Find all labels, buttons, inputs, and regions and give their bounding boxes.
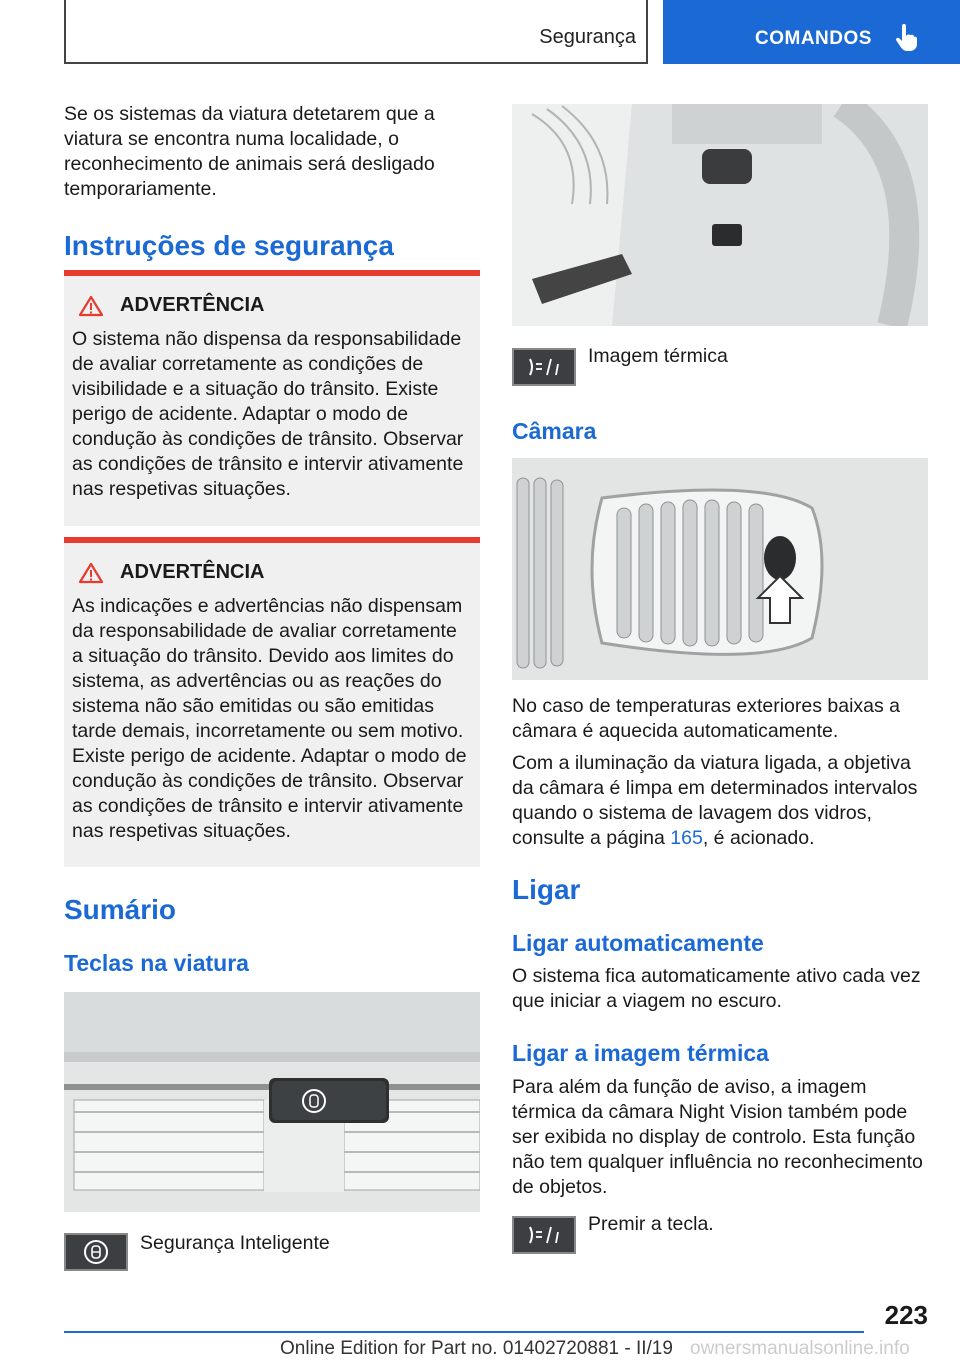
camera-p2-end: , é acionado. bbox=[702, 827, 815, 849]
footer-watermark: ownersmanualsonline.info bbox=[690, 1338, 910, 1359]
keys-heading: Teclas na viatura bbox=[64, 950, 249, 976]
hand-pointer-icon bbox=[895, 24, 917, 52]
warning-2-text: As indicações e advertências não dispensam da responsabilidade de avaliar corretamente a situação do trânsito. Devido aos limites do sistema, as advertências ou as reações do sistema não são emitidas ou são emitidas tarde demais, incorretamente ou sem motivo. Existe perigo de acidente. Adaptar o modo de condução às condições de trânsito. Observar as condições de trânsito e intervir ativamente nas respetivas situações. bbox=[72, 595, 467, 842]
warning-2-title: ADVERTÊNCIA bbox=[120, 561, 265, 583]
thermal-text: Para além da função de aviso, a imagem térmica da câmara Night Vision também pode ser exibida no display de controlo. Esta função não tem qualquer influência no reconhecimento de objetos. bbox=[512, 1076, 923, 1198]
warning-1-text: O sistema não dispensa da responsabilidade de avaliar corretamente as condições de visibilidade e a situação do trânsito. Existe perigo de acidente. Adaptar o modo de condução às condições de trânsito. Observar as condições de trânsito e intervir ativamente nas respetivas situações. bbox=[72, 328, 464, 500]
warning-1-title: ADVERTÊNCIA bbox=[120, 294, 265, 316]
camera-p2-text: Com a iluminação da viatura ligada, a objetiva da câmara é limpa em determinados intervalos quando o sistema de lavagem dos vidros, consulte a página bbox=[512, 752, 918, 849]
chapter-label: COMANDOS bbox=[755, 28, 872, 49]
warning-box-2 bbox=[64, 537, 480, 867]
footer-edition: Online Edition for Part no. 01402720881 - II/19 bbox=[280, 1338, 673, 1359]
warning-box-1 bbox=[64, 270, 480, 526]
thermal-key-label: Imagem térmica bbox=[588, 345, 728, 367]
header-section-title: Segurança bbox=[539, 26, 636, 48]
ligar-heading: Ligar bbox=[512, 874, 581, 905]
night-vision-icon bbox=[526, 356, 562, 378]
camera-paragraph-2 bbox=[512, 751, 932, 851]
night-vision-key-2[interactable] bbox=[512, 1216, 576, 1254]
thermal-heading: Ligar a imagem térmica bbox=[512, 1040, 769, 1066]
intelligent-safety-icon bbox=[83, 1239, 109, 1265]
intelligent-safety-label: Segurança Inteligente bbox=[140, 1232, 330, 1254]
warning-triangle-icon bbox=[78, 562, 104, 584]
intelligent-safety-key[interactable] bbox=[64, 1233, 128, 1271]
page-number: 223 bbox=[884, 1300, 928, 1330]
night-vision-icon bbox=[526, 1224, 562, 1246]
dashboard-keys-photo bbox=[64, 992, 480, 1212]
warning-triangle-icon bbox=[78, 295, 104, 317]
camera-heading: Câmara bbox=[512, 418, 597, 444]
page-link-165[interactable]: 165 bbox=[670, 827, 703, 849]
camera-paragraph-1: No caso de temperaturas exteriores baixas a câmara é aquecida automaticamente. bbox=[512, 695, 901, 742]
footer-divider bbox=[64, 1331, 864, 1333]
auto-text: O sistema fica automaticamente ativo cada vez que iniciar a viagem no escuro. bbox=[512, 965, 921, 1012]
header-chapter-tab[interactable] bbox=[663, 0, 960, 64]
grille-camera-photo bbox=[512, 458, 928, 680]
press-key-label: Premir a tecla. bbox=[588, 1213, 714, 1235]
steering-column-photo bbox=[512, 104, 928, 326]
auto-heading: Ligar automaticamente bbox=[512, 930, 764, 956]
summary-heading: Sumário bbox=[64, 894, 177, 925]
night-vision-key[interactable] bbox=[512, 348, 576, 386]
safety-heading: Instruções de segurança bbox=[64, 230, 394, 261]
intro-paragraph: Se os sistemas da viatura detetarem que a viatura se encontra numa localidade, o reconhecimento de animais será desligado temporariamente. bbox=[64, 103, 435, 200]
